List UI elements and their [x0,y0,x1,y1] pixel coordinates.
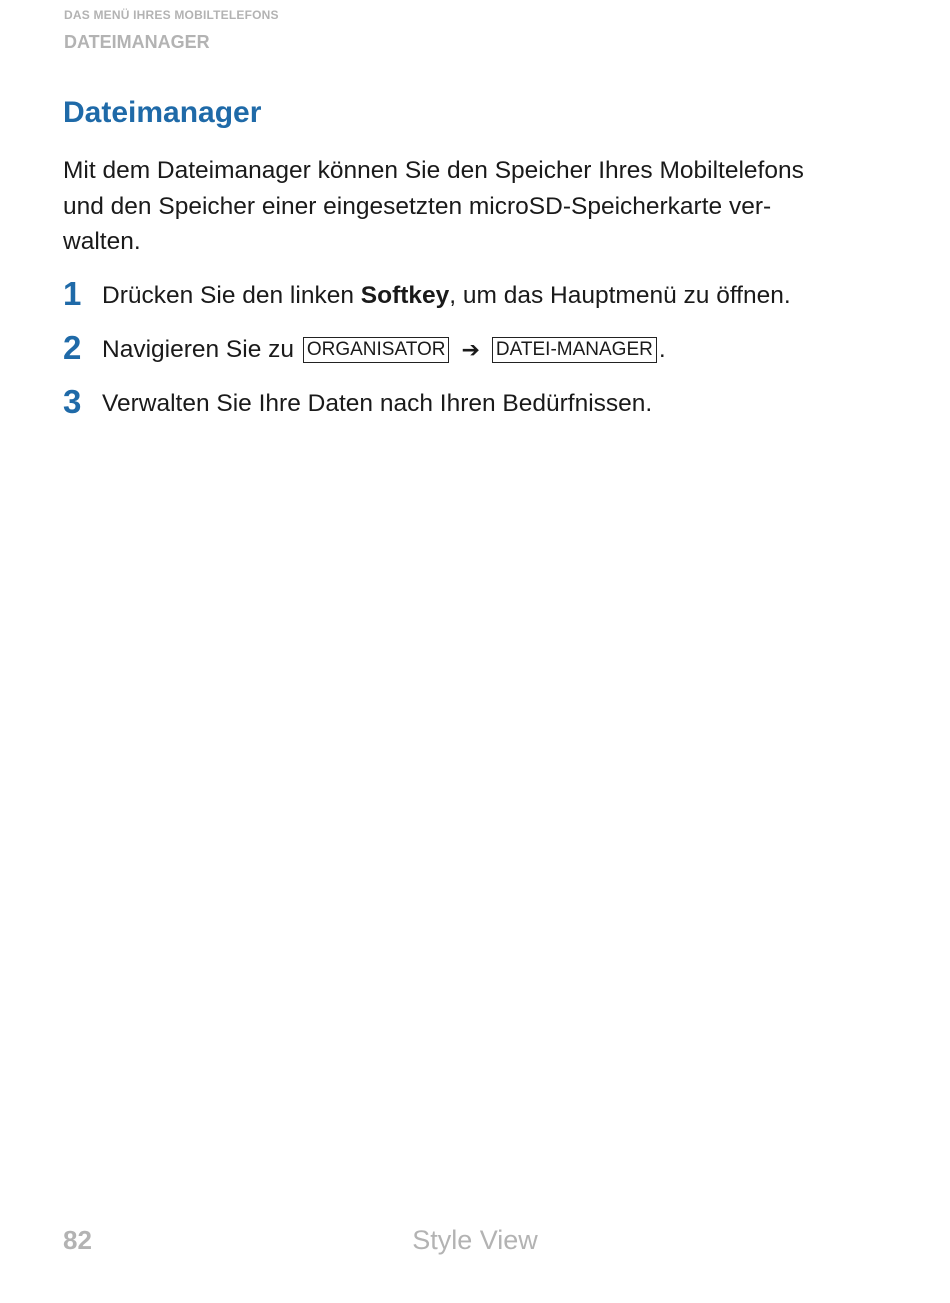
page-footer [0,1222,950,1258]
intro-paragraph [63,153,893,260]
product-name: Style View [412,1225,538,1255]
step-list [63,274,903,436]
step-text: Verwalten Sie Ihre Daten nach Ihren Bedürfnissen. [102,390,653,417]
menu-item-organisator: ORGANISATOR [303,337,450,363]
running-header [64,8,279,53]
step-text-before: Navigieren Sie zu [102,336,301,363]
intro-line-1: Mit dem Dateimanager können Sie den Speicher Ihres Mobiltelefons [63,157,804,184]
step-text [102,328,666,372]
step-number: 1 [63,275,82,312]
menu-item-datei-manager: DATEI-MANAGER [492,337,657,363]
intro-line-3: walten. [63,228,141,255]
intro-line-2: und den Speicher einer eingesetzten microSD-Speicherkarte ver- [63,192,772,220]
step-3 [63,382,903,436]
step-text [102,274,791,318]
softkey-label: Softkey [360,282,450,309]
arrow-right-icon: ➔ [461,337,480,362]
step-text-before: Drücken Sie den linken [102,282,361,309]
step-1 [63,274,903,328]
section-heading: DATEIMANAGER [64,32,210,52]
step-2 [63,328,903,382]
step-number: 2 [63,329,82,366]
step-text-after: . [658,336,666,363]
page-title: Dateimanager [63,96,262,129]
step-number: 3 [63,383,82,420]
step-text-after: , um das Hauptmenü zu öffnen. [449,282,791,309]
chapter-heading: DAS MENÜ IHRES MOBILTELEFONS [64,8,279,22]
page-number: 82 [63,1225,92,1255]
